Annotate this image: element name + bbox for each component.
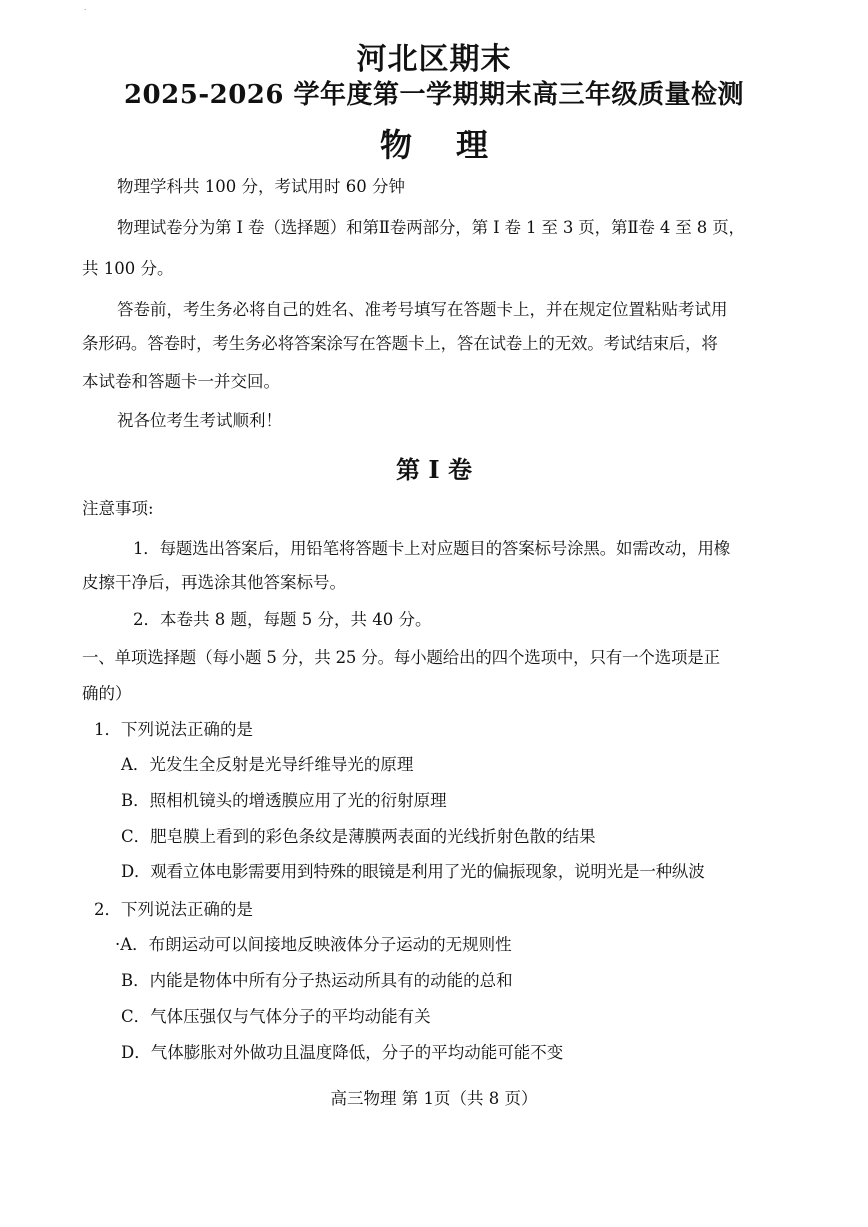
intro-line-7: 祝各位考生考试顺利！ — [117, 411, 282, 430]
intro-line-3: 共 100 分。 — [82, 259, 174, 278]
notes-item-1-line-2: 皮擦干净后，再选涂其他答案标号。 — [82, 573, 346, 592]
page-footer: 高三物理 第 1页（共 8 页） — [330, 1089, 538, 1108]
part1-instructions-line-2: 确的） — [82, 684, 132, 703]
part1-instructions-line-1: 一、单项选择题（每小题 5 分，共 25 分。每小题给出的四个选项中，只有一个选项是正 — [82, 648, 720, 667]
question-2-option-c: C．气体压强仅与气体分子的平均动能有关 — [121, 1007, 431, 1026]
intro-line-4: 答卷前，考生务必将自己的姓名、准考号填写在答题卡上，并在规定位置粘贴考试用 — [117, 300, 728, 319]
intro-line-1: 物理学科共 100 分，考试用时 60 分钟 — [117, 177, 405, 196]
subject-part1: 物 — [379, 126, 412, 164]
exam-subtitle: 2025-2026 学年度第一学期期末高三年级质量检测 — [123, 80, 745, 110]
question-1-stem: 1．下列说法正确的是 — [94, 720, 253, 739]
question-2-option-a: ·A．布朗运动可以间接地反映液体分子运动的无规则性 — [115, 935, 512, 954]
notes-heading: 注意事项: — [82, 499, 154, 518]
question-2-option-d: D．气体膨胀对外做功且温度降低，分子的平均动能可能不变 — [121, 1043, 564, 1062]
section-title: 第 I 卷 — [396, 455, 472, 484]
notes-item-2: 2．本卷共 8 题，每题 5 分，共 40 分。 — [133, 610, 432, 629]
intro-line-2: 物理试卷分为第 I 卷（选择题）和第Ⅱ卷两部分，第 I 卷 1 至 3 页，第Ⅱ卷 4 至 8 页， — [117, 218, 745, 237]
question-1-option-a: A．光发生全反射是光导纤维导光的原理 — [121, 755, 414, 774]
question-2-stem: 2．下列说法正确的是 — [94, 900, 253, 919]
scan-mark: · — [84, 6, 87, 14]
question-1-option-d: D．观看立体电影需要用到特殊的眼镜是利用了光的偏振现象，说明光是一种纵波 — [121, 862, 705, 881]
subject-title — [0, 120, 868, 166]
question-1-option-b: B．照相机镜头的增透膜应用了光的衍射原理 — [121, 791, 447, 810]
subject-part2: 理 — [456, 126, 489, 164]
intro-line-6: 本试卷和答题卡一并交回。 — [82, 372, 280, 391]
question-2-option-b: B．内能是物体中所有分子热运动所具有的动能的总和 — [121, 971, 513, 990]
exam-title: 河北区期末 — [356, 42, 512, 77]
notes-item-1-line-1: 1．每题选出答案后，用铅笔将答题卡上对应题目的答案标号涂黑。如需改动，用橡 — [133, 539, 731, 558]
intro-line-5: 条形码。答卷时，考生务必将答案涂写在答题卡上，答在试卷上的无效。考试结束后，将 — [82, 334, 718, 353]
question-1-option-c: C．肥皂膜上看到的彩色条纹是薄膜两表面的光线折射色散的结果 — [121, 827, 596, 846]
